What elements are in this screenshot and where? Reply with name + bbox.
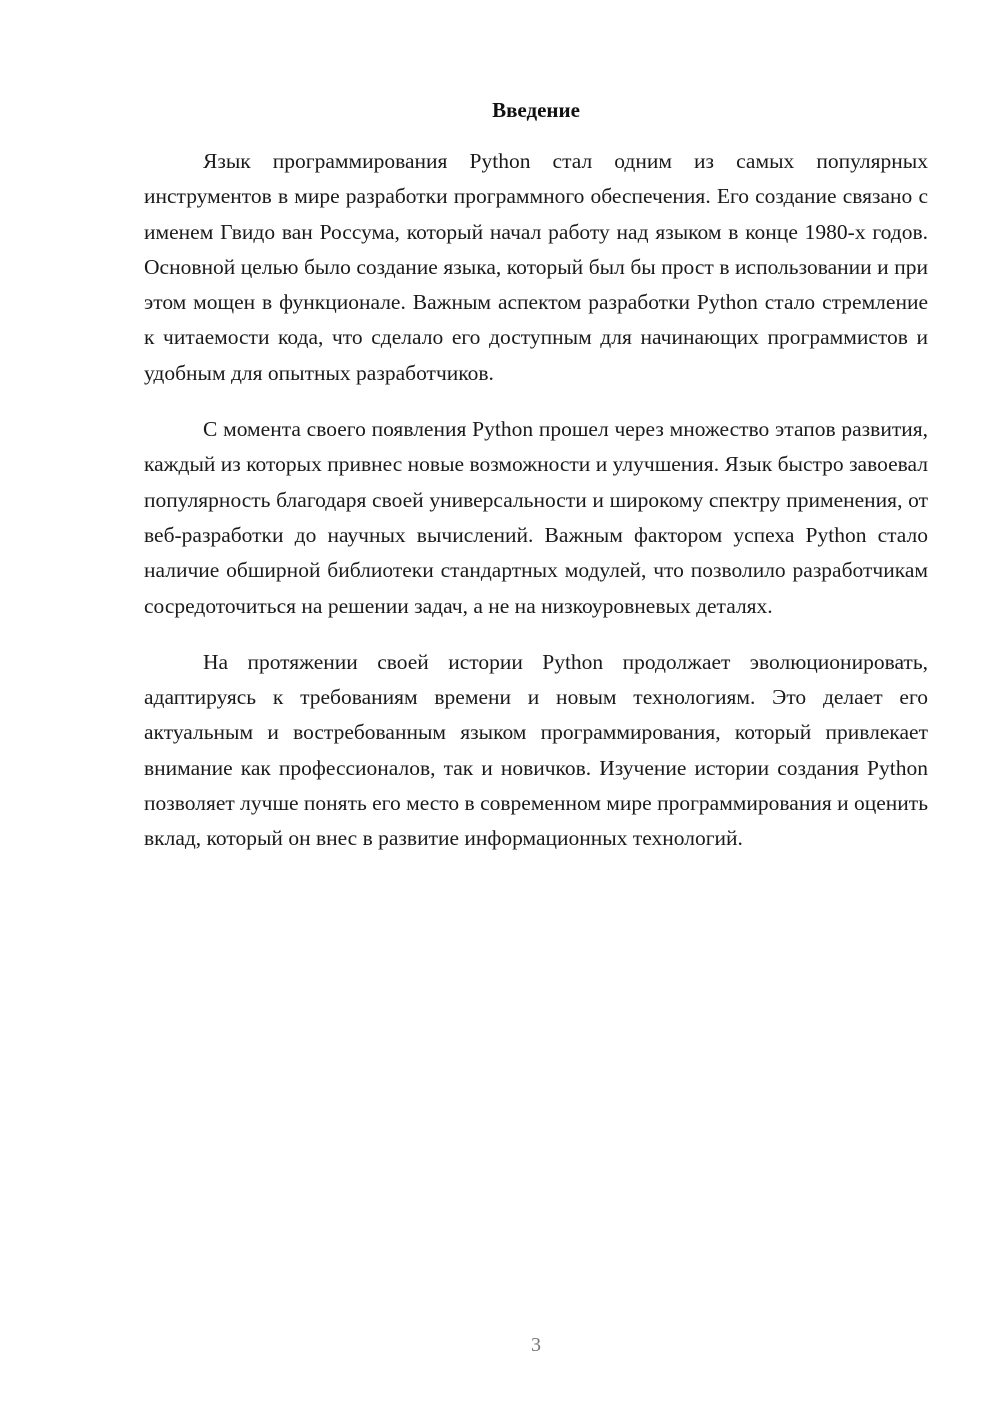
page-number: 3 [531, 1334, 541, 1356]
section-heading: Введение [492, 98, 580, 122]
paragraph-2: С момента своего появления Python прошел через множество этапов развития, каждый из которых привнес новые возможности и улучшения. Язык быстро завоевал популярность благодаря своей универсальности и широкому спектру применения, от веб-разработки до научных вычислений. Важным фактором успеха Python стало наличие обширной библиотеки стандартных модулей, что позволило разработчикам сосредоточиться на решении задач, а не на низкоуровневых деталях. [144, 417, 928, 618]
paragraph-3: На протяжении своей истории Python продолжает эволюционировать, адаптируясь к требованиям времени и новым технологиям. Это делает его актуальным и востребованным языком программирования, который привлекает внимание как профессионалов, так и новичков. Изучение истории создания Python позволяет лучше понять его место в современном мире программирования и оценить вклад, который он внес в развитие информационных технологий. [144, 649, 928, 851]
page-content [144, 96, 928, 857]
paragraph-1: Язык программирования Python стал одним из самых популярных инструментов в мире разработки программного обеспечения. Его создание связано с именем Гвидо ван Россума, который начал работу над языком в конце 1980-х годов. Основной целью было создание языка, который был бы прост в использовании и при этом мощен в функционале. Важным аспектом разработки Python стало стремление к читаемости кода, что сделало его доступным для начинающих программистов и удобным для опытных разработчиков. [144, 149, 928, 385]
